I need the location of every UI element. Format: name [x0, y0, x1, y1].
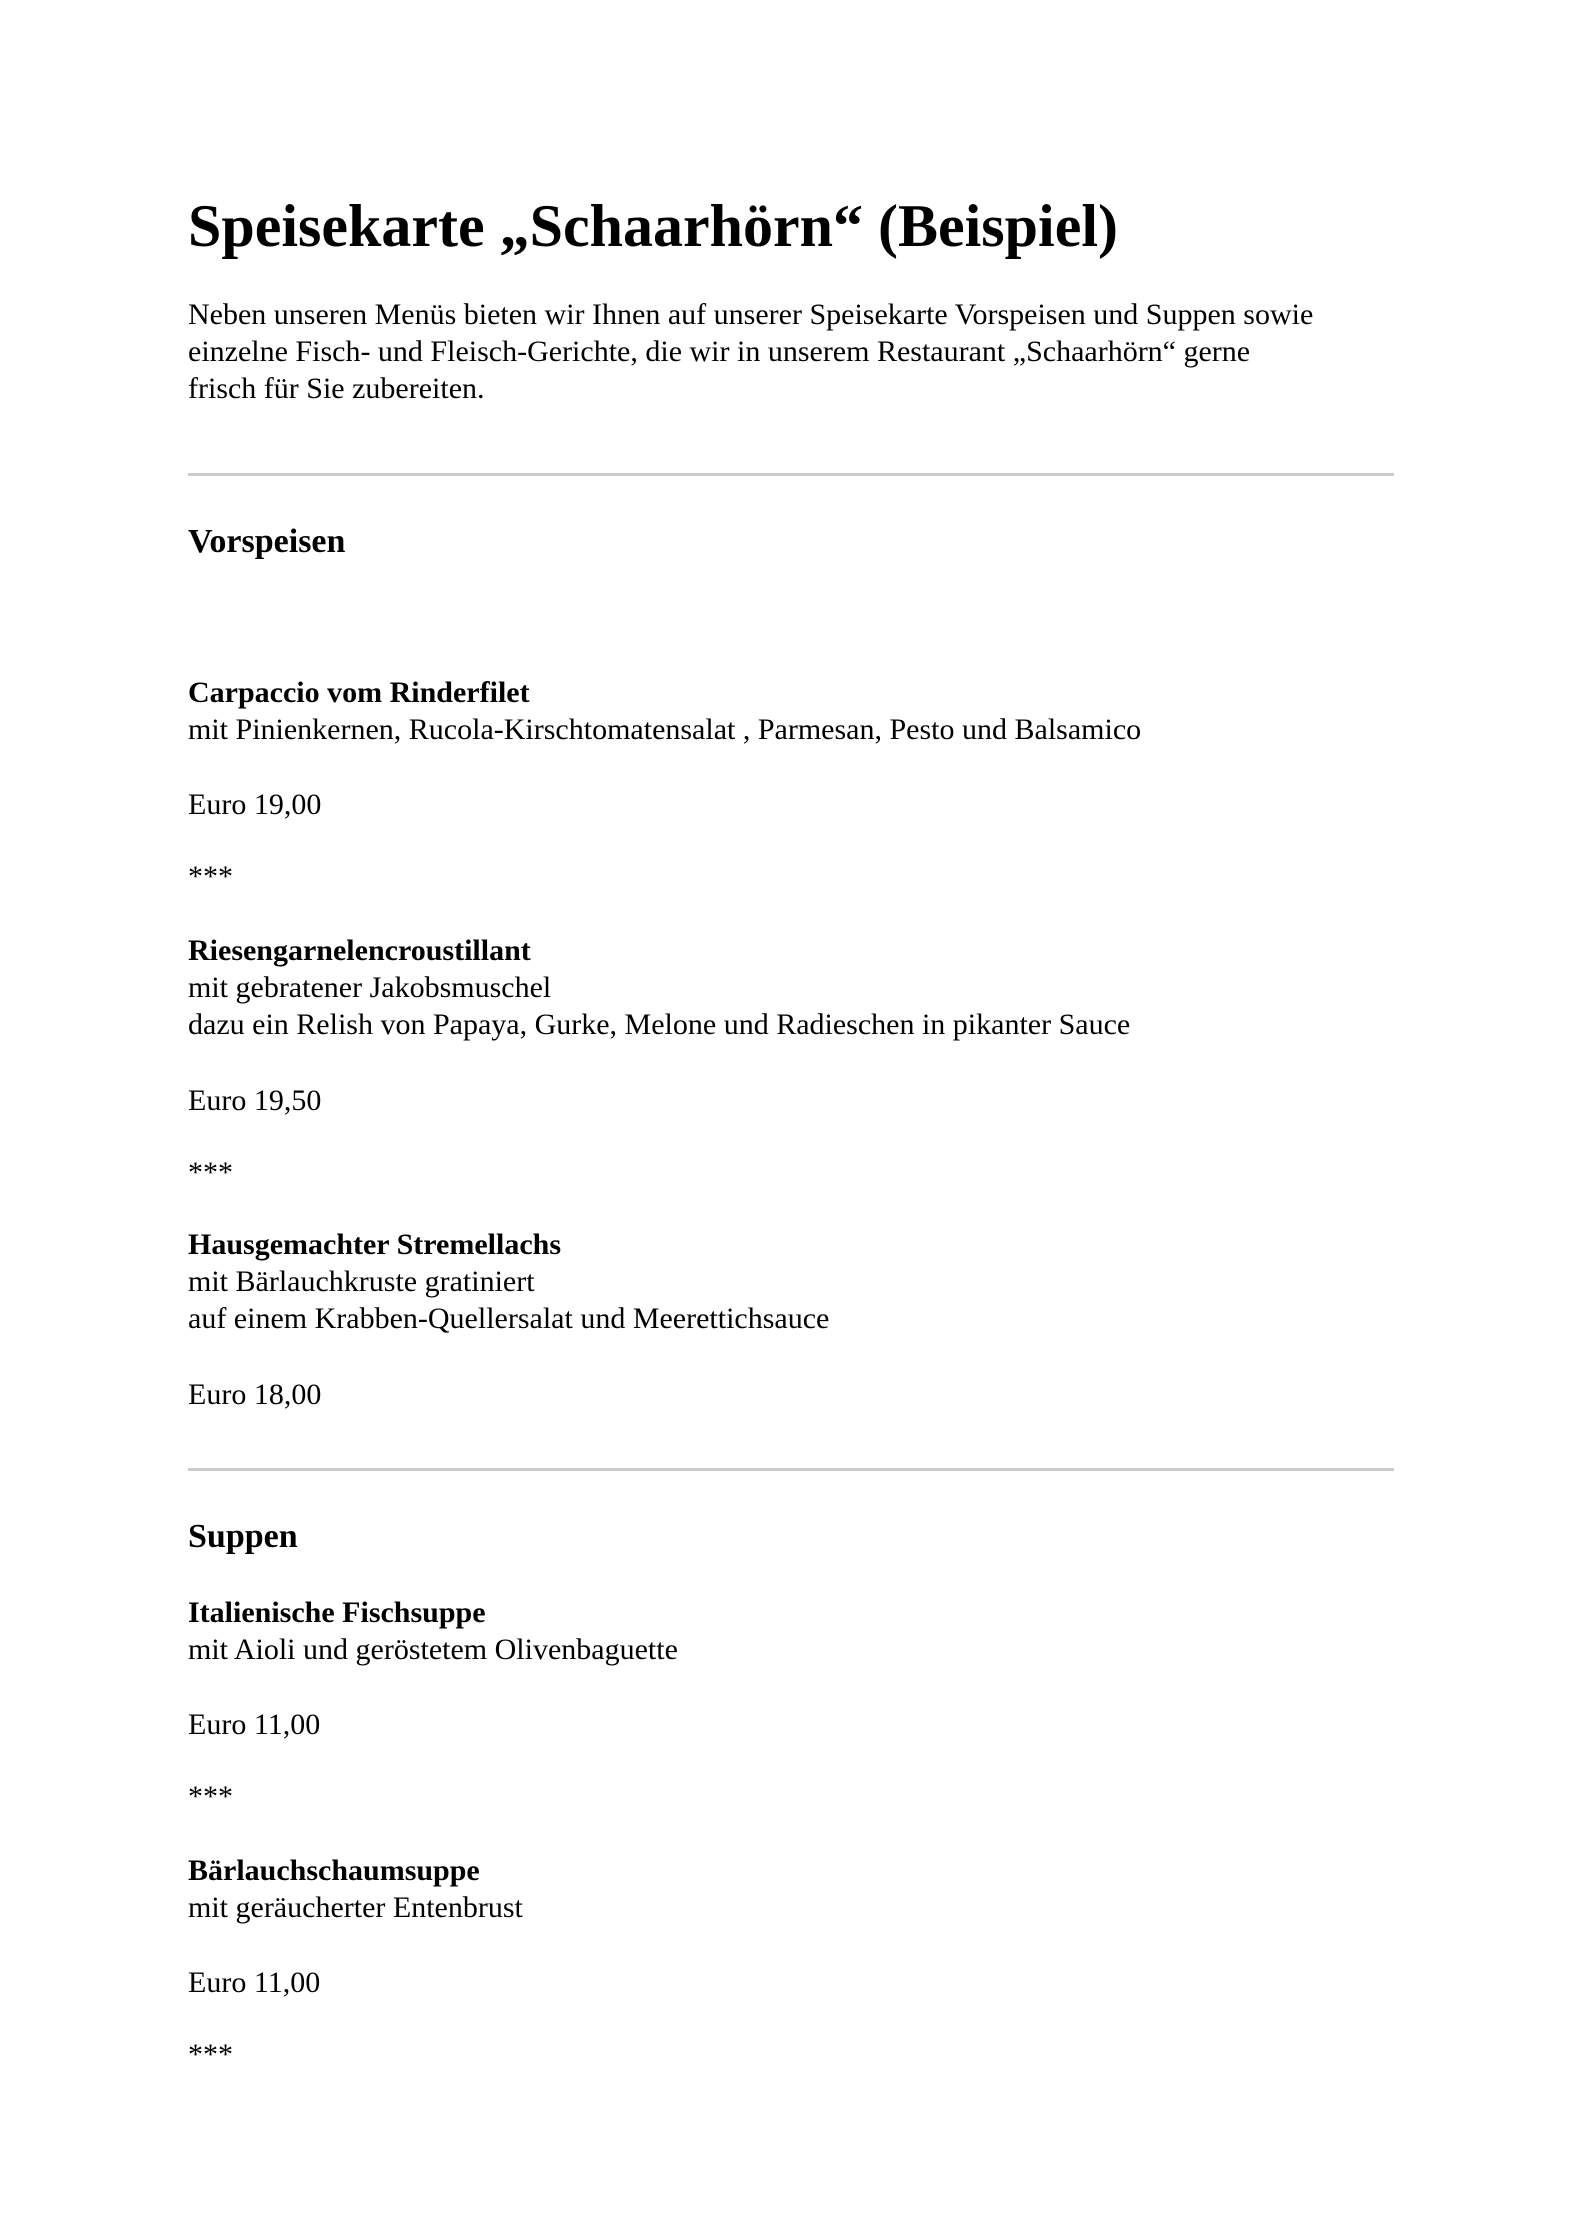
dish-name: Bärlauchschaumsuppe — [188, 1854, 480, 1887]
section-title-vorspeisen: Vorspeisen — [188, 523, 346, 560]
intro-line: einzelne Fisch- und Fleisch-Gerichte, die wir in unserem Restaurant „Schaarhörn“ gerne — [188, 335, 1251, 368]
separator: *** — [188, 1780, 233, 1813]
dish-name: Italienische Fischsuppe — [188, 1596, 486, 1629]
dish-description: mit Aioli und geröstetem Olivenbaguette — [188, 1633, 678, 1666]
divider — [188, 1468, 1394, 1471]
dish-description: mit geräucherter Entenbrust — [188, 1891, 523, 1924]
dish-description: auf einem Krabben-Quellersalat und Meerettichsauce — [188, 1302, 830, 1335]
dish-name: Hausgemachter Stremellachs — [188, 1228, 561, 1261]
dish-description: dazu ein Relish von Papaya, Gurke, Melone und Radieschen in pikanter Sauce — [188, 1008, 1131, 1041]
separator: *** — [188, 860, 233, 893]
dish-price: Euro 11,00 — [188, 1966, 321, 1999]
dish-description: mit gebratener Jakobsmuschel — [188, 971, 552, 1004]
dish-description: mit Bärlauchkruste gratiniert — [188, 1265, 535, 1298]
dish-price: Euro 18,00 — [188, 1378, 322, 1411]
dish-name: Carpaccio vom Rinderfilet — [188, 676, 530, 709]
intro-line: frisch für Sie zubereiten. — [188, 372, 485, 405]
dish-name: Riesengarnelencroustillant — [188, 934, 531, 967]
dish-price: Euro 19,50 — [188, 1084, 322, 1117]
dish-baerlauchschaumsuppe — [188, 1852, 1394, 1926]
separator: *** — [188, 1156, 233, 1189]
dish-price: Euro 11,00 — [188, 1708, 321, 1741]
dish-stremellachs — [188, 1226, 1394, 1337]
dish-price: Euro 19,00 — [188, 788, 322, 821]
intro-line: Neben unseren Menüs bieten wir Ihnen auf unserer Speisekarte Vorspeisen und Suppen sowie — [188, 298, 1314, 331]
dish-description: mit Pinienkernen, Rucola-Kirschtomatensalat , Parmesan, Pesto und Balsamico — [188, 713, 1142, 746]
page-title: Speisekarte „Schaarhörn“ (Beispiel) — [188, 193, 1118, 259]
section-title-suppen: Suppen — [188, 1518, 298, 1555]
dish-riesengarnelen — [188, 932, 1394, 1043]
separator: *** — [188, 2038, 233, 2071]
divider — [188, 473, 1394, 476]
intro-paragraph — [188, 296, 1398, 407]
dish-fischsuppe — [188, 1594, 1394, 1668]
dish-carpaccio — [188, 674, 1394, 748]
